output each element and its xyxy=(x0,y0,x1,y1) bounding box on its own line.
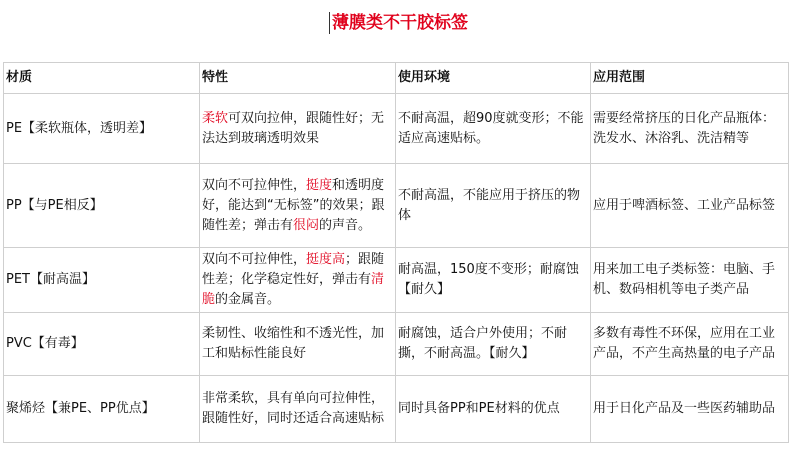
features-text: 双向不可拉伸性， xyxy=(202,252,307,267)
material-cell: PVC【有毒】 xyxy=(4,313,200,376)
highlight-text: 柔软 xyxy=(202,110,229,126)
header-application: 应用范围 xyxy=(591,63,789,94)
environment-cell: 耐腐蚀，适合户外使用；不耐撕，不耐高温。【耐久】 xyxy=(396,313,591,376)
table-row xyxy=(4,376,789,443)
highlight-text: 挺度 xyxy=(306,177,333,193)
highlight-text: 清脆 xyxy=(202,272,385,307)
environment-cell: 不耐高温，不能应用于挤压的物体 xyxy=(396,164,591,248)
application-cell: 应用于啤酒标签、工业产品标签 xyxy=(591,164,789,248)
table-row xyxy=(4,94,789,164)
material-cell: 聚烯烃【兼PE、PP优点】 xyxy=(4,376,200,443)
title-container xyxy=(0,12,797,34)
application-cell: 多数有毒性不环保，应用在工业产品，不产生高热量的电子产品 xyxy=(591,313,789,376)
application-cell: 用来加工电子类标签：电脑、手机、数码相机等电子类产品 xyxy=(591,248,789,313)
features-text: 的声音。 xyxy=(319,217,372,233)
material-cell: PET【耐高温】 xyxy=(4,248,200,313)
features-cell: 柔韧性、收缩性和不透光性，加工和贴标性能良好 xyxy=(200,313,396,376)
features-cell xyxy=(200,164,396,248)
highlight-text: 挺度高 xyxy=(306,252,346,267)
environment-cell: 耐高温，150度不变形；耐腐蚀【耐久】 xyxy=(396,248,591,313)
features-cell xyxy=(200,94,396,164)
table-header-row xyxy=(4,63,789,94)
application-cell: 用于日化产品及一些医药辅助品 xyxy=(591,376,789,443)
features-text: 双向不可拉伸性， xyxy=(202,177,307,193)
highlight-text: 很闷 xyxy=(293,217,320,233)
features-cell: 非常柔软，具有单向可拉伸性，跟随性好，同时还适合高速贴标 xyxy=(200,376,396,443)
header-features: 特性 xyxy=(200,63,396,94)
features-text: ；跟随性差；化学稳定性好，弹击有 xyxy=(202,252,385,287)
table-row xyxy=(4,248,789,313)
features-text: 和透明度好，能达到“无标签”的效果；跟随性差；弹击有 xyxy=(202,177,385,233)
page-title: 薄膜类不干胶标签 xyxy=(329,12,468,34)
features-text: 可双向拉伸，跟随性好；无法达到玻璃透明效果 xyxy=(202,110,385,146)
application-cell: 需要经常挤压的日化产品瓶体：洗发水、沐浴乳、洗洁精等 xyxy=(591,94,789,164)
header-environment: 使用环境 xyxy=(396,63,591,94)
table-row xyxy=(4,164,789,248)
features-cell xyxy=(200,248,396,313)
material-cell: PP【与PE相反】 xyxy=(4,164,200,248)
header-material: 材质 xyxy=(4,63,200,94)
environment-cell: 不耐高温，超90度就变形；不能适应高速贴标。 xyxy=(396,94,591,164)
material-cell: PE【柔软瓶体，透明差】 xyxy=(4,94,200,164)
label-materials-table xyxy=(3,62,789,443)
environment-cell: 同时具备PP和PE材料的优点 xyxy=(396,376,591,443)
features-text: 的金属音。 xyxy=(215,292,281,307)
table-row xyxy=(4,313,789,376)
